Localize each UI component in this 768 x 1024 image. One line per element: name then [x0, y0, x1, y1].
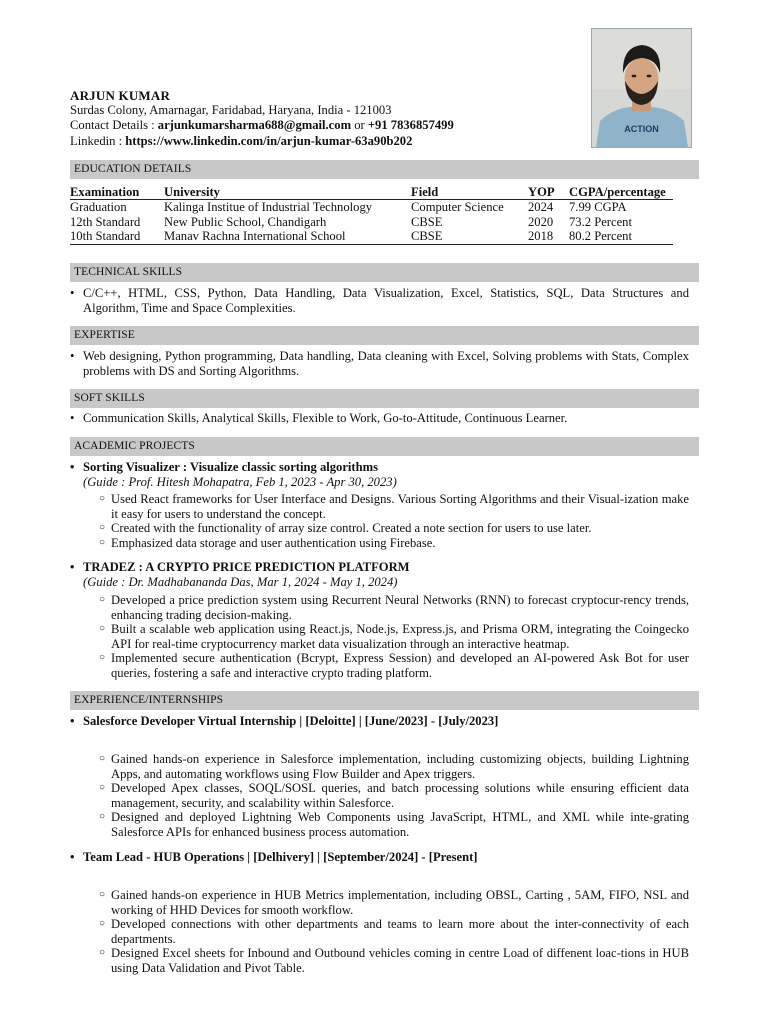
technical-skills-text: C/C++, HTML, CSS, Python, Data Handling, Data Visualization, Excel, Statistics, SQL, Data Structures and Algorithm, Time and Space Complexities. [83, 286, 689, 315]
cell-examination: 10th Standard [70, 228, 141, 243]
point-text: Gained hands-on experience in HUB Metrics implementation, including OBSL, Carting , 5AM, FIFO, NSL and working of HHD Devices for smooth workflow. [111, 888, 689, 917]
bullet-icon: • [70, 850, 75, 864]
circle-bullet-icon: ○ [99, 889, 106, 900]
profile-photo-image [592, 29, 691, 147]
circle-bullet-icon: ○ [99, 811, 106, 823]
circle-bullet-icon: ○ [99, 947, 106, 959]
table-rule [70, 244, 673, 245]
list-item [70, 622, 689, 651]
circle-bullet-icon: ○ [99, 493, 106, 504]
section-header-academic-projects: ACADEMIC PROJECTS [70, 437, 699, 456]
list-item [70, 781, 689, 810]
point-text: Created with the functionality of array size control. Created a note section for users to use later. [111, 521, 592, 536]
circle-bullet-icon: ○ [99, 652, 106, 664]
point-text: Emphasized data storage and user authentication using Firebase. [111, 535, 436, 550]
address: Surdas Colony, Amarnagar, Faridabad, Haryana, India - 121003 [70, 103, 392, 118]
project-guide: (Guide : Prof. Hitesh Mohapatra, Feb 1, 2023 - Apr 30, 2023) [83, 474, 397, 489]
bullet-icon: • [70, 286, 75, 300]
project-title-text: TRADEZ : A CRYPTO PRICE PREDICTION PLATFORM [83, 560, 410, 574]
soft-skills-list [70, 411, 690, 426]
circle-bullet-icon: ○ [99, 782, 106, 794]
table-row [70, 200, 673, 214]
profile-photo [591, 28, 692, 148]
point-text: Used React frameworks for User Interface and Designs. Various Sorting Algorithms and their Visual-ization make it easy for users to understand the concept. [111, 492, 689, 521]
cell-score: 7.99 CGPA [569, 200, 627, 215]
point-text: Developed a price prediction system using Recurrent Neural Networks (RNN) to forecast cryptocur-rency trends, enhancing trading decision-making. [111, 593, 689, 622]
experience-title [70, 850, 690, 865]
cell-examination: 12th Standard [70, 214, 141, 229]
project-points [70, 492, 689, 550]
linkedin-line [70, 134, 454, 149]
list-item [70, 946, 689, 975]
cell-examination: Graduation [70, 200, 127, 215]
point-text: Developed Apex classes, SOQL/SOSL queries, and batch processing solutions while ensuring efficient data management, security, and scalability within Salesforce. [111, 781, 689, 810]
table-row [70, 215, 673, 229]
header-yop: YOP [528, 185, 555, 199]
header-examination: Examination [70, 185, 140, 199]
list-item [70, 917, 689, 946]
project-tradez [70, 560, 690, 589]
project-sorting-visualizer [70, 460, 690, 489]
cell-university: Manav Rachna International School [164, 228, 346, 243]
header-cgpa: CGPA/percentage [569, 185, 666, 199]
expertise-list [70, 349, 689, 378]
experience-title [70, 714, 690, 729]
point-text: Developed connections with other departments and teams to learn more about the inter-connectivity of each departments. [111, 917, 689, 946]
bullet-icon: • [70, 411, 75, 425]
experience-delhivery [70, 850, 690, 865]
education-table [70, 185, 673, 245]
point-text: Built a scalable web application using React.js, Node.js, Express.js, and Prisma ORM, integrating the Coingecko API for real-time cryptocurrency market data visualization through an interactive heatmap. [111, 622, 689, 651]
contact-block [70, 88, 454, 149]
cell-yop: 2018 [528, 228, 554, 243]
circle-bullet-icon: ○ [99, 522, 106, 534]
point-text: Implemented secure authentication (Bcrypt, Express Session) and developed an AI-powered Ask Bot for user queries, fostering a safe and interactive crypto trading platform. [111, 651, 689, 680]
point-text: Designed Excel sheets for Inbound and Outbound vehicles coming in centre Load of diffenent loac-tions in HUB using Data Validation and Pivot Table. [111, 946, 689, 975]
experience-deloitte [70, 714, 690, 729]
linkedin-link[interactable]: https://www.linkedin.com/in/arjun-kumar-63a90b202 [125, 133, 413, 148]
technical-skills-list [70, 286, 689, 315]
project-title-text: Sorting Visualizer : Visualize classic sorting algorithms [83, 460, 379, 474]
list-item [70, 492, 689, 521]
circle-bullet-icon: ○ [99, 623, 106, 635]
project-points [70, 593, 689, 681]
list-item [70, 810, 689, 839]
candidate-name: ARJUN KUMAR [70, 88, 171, 103]
experience-title-text: Team Lead - HUB Operations | [Delhivery] | [September/2024] - [Present] [83, 850, 478, 864]
bullet-icon: • [70, 560, 75, 574]
list-item [70, 888, 689, 917]
project-guide: (Guide : Dr. Madhabananda Das, Mar 1, 2024 - May 1, 2024) [83, 574, 398, 589]
photo-shirt-text: ACTION [624, 124, 659, 134]
circle-bullet-icon: ○ [99, 918, 106, 930]
cell-university: New Public School, Chandigarh [164, 214, 327, 229]
table-row [70, 229, 673, 243]
bullet-icon: • [70, 460, 75, 474]
list-item [70, 286, 689, 315]
experience-points [70, 888, 689, 976]
linkedin-label: Linkedin : [70, 133, 126, 148]
point-text: Designed and deployed Lightning Web Components using JavaScript, HTML, and XML while inte-grating Salesforce APIs for enhanced business process automation. [111, 810, 689, 839]
list-item [70, 752, 689, 781]
list-item [70, 349, 689, 378]
contact-or: or [351, 118, 368, 133]
bullet-icon: • [70, 349, 75, 363]
cell-score: 73.2 Percent [569, 214, 632, 229]
list-item [70, 651, 689, 680]
cell-field: CBSE [411, 228, 443, 243]
cell-field: CBSE [411, 214, 443, 229]
circle-bullet-icon: ○ [99, 536, 106, 548]
bullet-icon: • [70, 714, 75, 728]
section-header-expertise: EXPERTISE [70, 326, 699, 345]
education-header-row [70, 185, 673, 199]
phone-number[interactable]: +91 7836857499 [367, 118, 454, 133]
project-title [70, 560, 690, 575]
header-university: University [164, 185, 220, 199]
cell-score: 80.2 Percent [569, 228, 632, 243]
cell-field: Computer Science [411, 200, 504, 215]
list-item [70, 521, 689, 536]
circle-bullet-icon: ○ [99, 594, 106, 605]
cell-university: Kalinga Institue of Industrial Technology [164, 200, 373, 215]
cell-yop: 2024 [528, 200, 554, 215]
cell-yop: 2020 [528, 214, 554, 229]
soft-skills-text: Communication Skills, Analytical Skills, Flexible to Work, Go-to-Attitude, Continuous Learner. [83, 411, 568, 425]
project-title [70, 460, 690, 475]
section-header-education: EDUCATION DETAILS [70, 160, 699, 179]
list-item [70, 593, 689, 622]
email-link[interactable]: arjunkumarsharma688@gmail.com [157, 118, 352, 133]
experience-title-text: Salesforce Developer Virtual Internship | [Deloitte] | [June/2023] - [July/2023] [83, 714, 499, 728]
contact-label: Contact Details : [70, 118, 158, 133]
section-header-technical-skills: TECHNICAL SKILLS [70, 263, 699, 282]
circle-bullet-icon: ○ [99, 753, 106, 764]
header-field: Field [411, 185, 439, 199]
list-item [70, 411, 690, 426]
section-header-soft-skills: SOFT SKILLS [70, 389, 699, 408]
list-item [70, 536, 689, 551]
experience-points [70, 752, 689, 840]
expertise-text: Web designing, Python programming, Data handling, Data cleaning with Excel, Solving problems with Stats, Complex problems with DS and Sorting Algorithms. [83, 349, 689, 378]
section-header-experience: EXPERIENCE/INTERNSHIPS [70, 691, 699, 710]
point-text: Gained hands-on experience in Salesforce implementation, including customizing objects, building Lightning Apps, and automating workflows using Flow Builder and Apex triggers. [111, 752, 689, 781]
contact-line [70, 118, 454, 133]
